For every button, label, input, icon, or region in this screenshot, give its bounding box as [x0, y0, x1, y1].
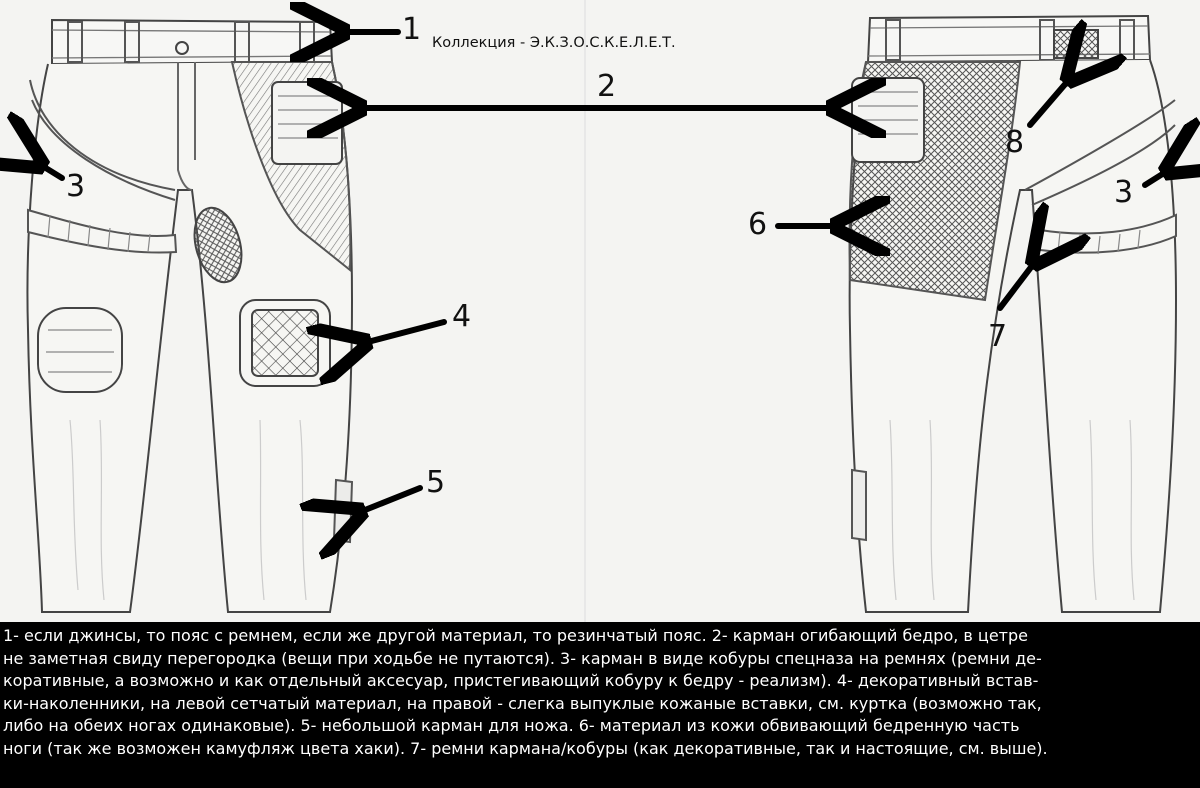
callout-number-5: 5 — [426, 465, 446, 500]
caption-line: ноги (так же возможен камуфляж цвета хаки). 7- ремни кармана/кобуры (как декоративные, так и настоящие, см. выше). — [3, 738, 1048, 758]
callout-number-1: 1 — [402, 12, 422, 47]
callout-number-2: 2 — [597, 69, 617, 104]
caption-line: 1- если джинсы, то пояс с ремнем, если же другой материал, то резинчатый пояс. 2- карман огибающий бедро, в цетре — [3, 626, 1028, 645]
caption-panel — [0, 622, 1200, 788]
callout-number-3-right: 3 — [1114, 175, 1134, 210]
callout-number-4: 4 — [452, 299, 472, 334]
front-view-pants — [27, 20, 352, 612]
collection-title: Коллекция - Э.К.З.О.С.К.Е.Л.Е.Т. — [432, 35, 676, 51]
callout-number-8: 8 — [1005, 125, 1025, 160]
arrow-5 — [355, 488, 420, 514]
caption-line: коративные, а возможно и как отдельный аксесуар, пристегивающий кобуру к бедру - реализм). 4- декоративный встав- — [3, 671, 1039, 691]
arrow-4 — [360, 322, 444, 344]
back-view-pants — [850, 16, 1176, 612]
caption-line: ки-наколенники, на левой сетчатый материал, на правой - слегка выпуклые кожаные вставки, см. куртка (возможно так, — [3, 693, 1042, 713]
caption-line: не заметная свиду перегородка (вещи при ходьбе не путаются). 3- карман в виде кобуры спецназа на ремнях (ремни де- — [3, 648, 1042, 668]
callout-number-7: 7 — [988, 319, 1008, 354]
callout-number-6: 6 — [748, 207, 768, 242]
callout-number-3-left: 3 — [66, 169, 86, 204]
caption-line: либо на обеих ногах одинаковые). 5- небольшой карман для ножа. 6- материал из кожи обвивающий бедренную часть — [3, 716, 1020, 736]
